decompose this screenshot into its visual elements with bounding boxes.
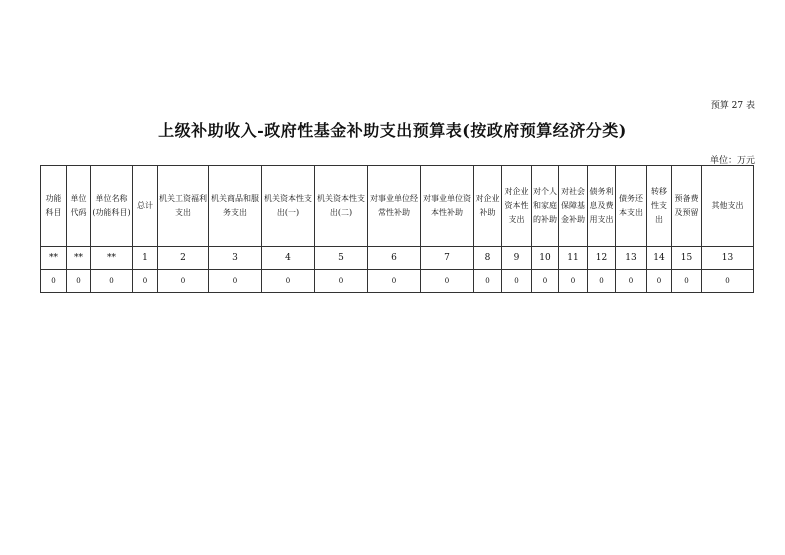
data-cell: 0 bbox=[647, 270, 672, 293]
code-cell: ** bbox=[91, 247, 133, 270]
code-cell: 1 bbox=[133, 247, 158, 270]
column-header: 对企业资本性支出 bbox=[502, 166, 532, 247]
table-number-label: 预算 27 表 bbox=[710, 101, 755, 111]
data-cell: 0 bbox=[588, 270, 616, 293]
code-cell: 13 bbox=[616, 247, 647, 270]
data-cell: 0 bbox=[502, 270, 532, 293]
column-header: 机关资本性支出(一) bbox=[262, 166, 315, 247]
column-header: 机关资本性支出(二) bbox=[315, 166, 368, 247]
column-header: 对事业单位经常性补助 bbox=[368, 166, 421, 247]
column-header: 对事业单位资本性补助 bbox=[421, 166, 474, 247]
data-cell: 0 bbox=[315, 270, 368, 293]
column-header: 预备费及预留 bbox=[672, 166, 702, 247]
budget-table bbox=[40, 165, 754, 293]
code-cell: 4 bbox=[262, 247, 315, 270]
column-header: 对个人和家庭的补助 bbox=[532, 166, 559, 247]
data-cell: 0 bbox=[368, 270, 421, 293]
code-cell: 8 bbox=[474, 247, 502, 270]
data-cell: 0 bbox=[559, 270, 588, 293]
code-cell: 2 bbox=[158, 247, 209, 270]
column-header: 机关工资福利支出 bbox=[158, 166, 209, 247]
code-cell: ** bbox=[67, 247, 91, 270]
column-header: 对企业补助 bbox=[474, 166, 502, 247]
data-cell: 0 bbox=[67, 270, 91, 293]
data-cell: 0 bbox=[474, 270, 502, 293]
column-header: 总计 bbox=[133, 166, 158, 247]
column-header: 单位代码 bbox=[67, 166, 91, 247]
code-cell: 5 bbox=[315, 247, 368, 270]
column-header: 转移性支出 bbox=[647, 166, 672, 247]
column-header: 单位名称(功能科目) bbox=[91, 166, 133, 247]
code-cell: 12 bbox=[588, 247, 616, 270]
code-cell: 3 bbox=[209, 247, 262, 270]
column-header: 机关商品和服务支出 bbox=[209, 166, 262, 247]
data-cell: 0 bbox=[133, 270, 158, 293]
data-cell: 0 bbox=[702, 270, 754, 293]
data-cell: 0 bbox=[262, 270, 315, 293]
code-row bbox=[41, 247, 754, 270]
code-cell: 13 bbox=[702, 247, 754, 270]
page-title: 上级补助收入-政府性基金补助支出预算表(按政府预算经济分类) bbox=[158, 121, 627, 140]
table-row bbox=[41, 270, 754, 293]
data-cell: 0 bbox=[532, 270, 559, 293]
unit-label: 单位：万元 bbox=[709, 156, 755, 166]
column-header: 对社会保障基金补助 bbox=[559, 166, 588, 247]
column-header: 功能科目 bbox=[41, 166, 67, 247]
code-cell: 10 bbox=[532, 247, 559, 270]
data-cell: 0 bbox=[41, 270, 67, 293]
code-cell: 11 bbox=[559, 247, 588, 270]
header-row bbox=[41, 166, 754, 247]
code-cell: 6 bbox=[368, 247, 421, 270]
column-header: 债务利息及费用支出 bbox=[588, 166, 616, 247]
code-cell: 14 bbox=[647, 247, 672, 270]
data-cell: 0 bbox=[209, 270, 262, 293]
data-cell: 0 bbox=[672, 270, 702, 293]
data-cell: 0 bbox=[421, 270, 474, 293]
column-header: 债务还本支出 bbox=[616, 166, 647, 247]
code-cell: 9 bbox=[502, 247, 532, 270]
code-cell: 7 bbox=[421, 247, 474, 270]
data-cell: 0 bbox=[91, 270, 133, 293]
column-header: 其他支出 bbox=[702, 166, 754, 247]
code-cell: ** bbox=[41, 247, 67, 270]
data-cell: 0 bbox=[616, 270, 647, 293]
data-cell: 0 bbox=[158, 270, 209, 293]
code-cell: 15 bbox=[672, 247, 702, 270]
